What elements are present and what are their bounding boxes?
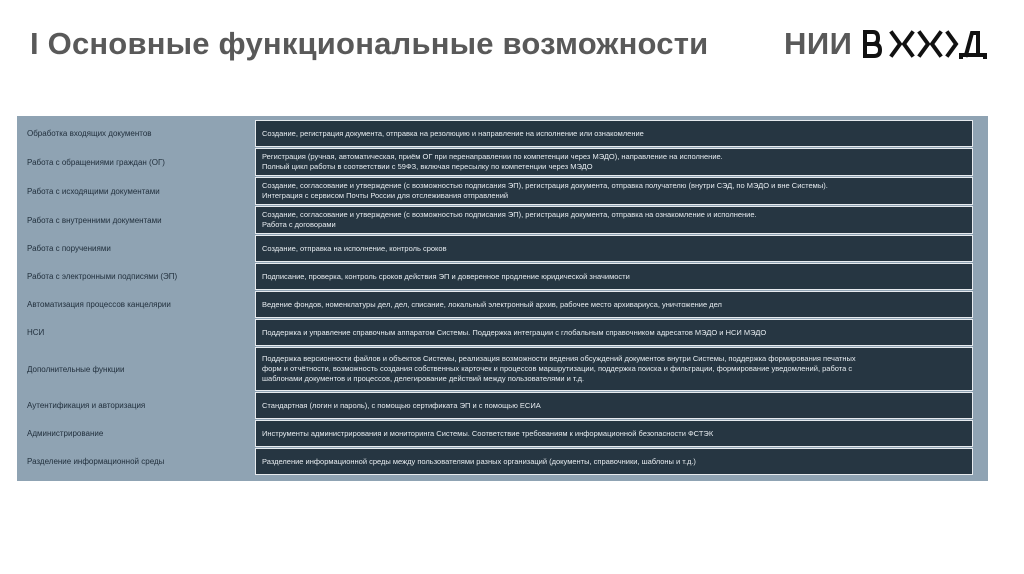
description-line: Интеграция с сервисом Почты России для отслеживания отправлений bbox=[262, 191, 509, 200]
table-row bbox=[17, 235, 988, 262]
feature-name: Разделение информационной среды bbox=[27, 457, 165, 466]
table-row bbox=[17, 392, 988, 419]
feature-description bbox=[255, 420, 973, 447]
features-table bbox=[17, 116, 988, 481]
feature-description bbox=[255, 263, 973, 290]
feature-description bbox=[255, 148, 973, 176]
table-row bbox=[17, 263, 988, 290]
table-row bbox=[17, 120, 988, 147]
table-row bbox=[17, 347, 988, 391]
feature-name: НСИ bbox=[27, 328, 45, 337]
feature-description bbox=[255, 392, 973, 419]
feature-name: Работа с исходящими документами bbox=[27, 186, 160, 196]
description-line: Подписание, проверка, контроль сроков действия ЭП и доверенное продление юридической значимости bbox=[262, 271, 630, 281]
feature-name: Автоматизация процессов канцелярии bbox=[27, 300, 171, 309]
table-row bbox=[17, 206, 988, 234]
description-line: Поддержка версионности файлов и объектов Системы, реализация возможности ведения обсуждений документов внутри Системы, поддержка формирования печатных bbox=[262, 354, 856, 363]
feature-name: Работа с электронными подписями (ЭП) bbox=[27, 272, 178, 281]
description-line: Создание, отправка на исполнение, контроль сроков bbox=[262, 243, 447, 253]
feature-name: Дополнительные функции bbox=[27, 364, 125, 374]
feature-name: Работа с внутренними документами bbox=[27, 215, 162, 225]
feature-description bbox=[255, 347, 973, 391]
description-line: Ведение фондов, номенклатуры дел, дел, списание, локальный электронный архив, рабочее место архивариуса, уничтожение дел bbox=[262, 299, 722, 309]
description-line: шаблонами документов и процессов, делегирование действий между пользователями и т.д. bbox=[262, 374, 585, 383]
voskhod-logo bbox=[862, 29, 988, 59]
description-line: Полный цикл работы в соответствии с 59ФЗ, включая пересылку по компетенции через МЭДО bbox=[262, 162, 593, 171]
description-line: Создание, согласование и утверждение (с возможностью подписания ЭП), регистрация документа, отправка получателю (внутри СЭД, по МЭДО и вне Системы). bbox=[262, 181, 828, 190]
feature-name: Обработка входящих документов bbox=[27, 129, 152, 138]
feature-name: Работа с поручениями bbox=[27, 244, 111, 253]
feature-description bbox=[255, 206, 973, 234]
description-line: Стандартная (логин и пароль), с помощью сертификата ЭП и с помощью ЕСИА bbox=[262, 400, 541, 410]
description-line: Создание, регистрация документа, отправка на резолюцию и направление на исполнение или ознакомление bbox=[262, 128, 644, 138]
description-line: Регистрация (ручная, автоматическая, приём ОГ при перенаправлении по компетенции через МЭДО), направление на исполнение. bbox=[262, 152, 723, 161]
feature-name: Аутентификация и авторизация bbox=[27, 401, 146, 410]
description-line: Работа с договорами bbox=[262, 220, 336, 229]
table-row bbox=[17, 177, 988, 205]
description-line: Поддержка и управление справочным аппаратом Системы. Поддержка интеграции с глобальным справочником адресатов МЭДО и НСИ МЭДО bbox=[262, 327, 767, 337]
feature-description bbox=[255, 235, 973, 262]
description-line: форм и отчётности, возможность создания собственных карточек и процессов маршрутизации, поддержка поиска и фильтрации, формирование уведомлений, работа с bbox=[262, 364, 853, 373]
description-line: Создание, согласование и утверждение (с возможностью подписания ЭП), регистрация документа, отправка на ознакомление и исполнение. bbox=[262, 210, 757, 219]
feature-name: Работа с обращениями граждан (ОГ) bbox=[27, 157, 165, 167]
feature-description bbox=[255, 177, 973, 205]
feature-description bbox=[255, 448, 973, 475]
description-line: Разделение информационной среды между пользователями разных организаций (документы, справочники, шаблоны и т.д.) bbox=[262, 456, 696, 466]
feature-description bbox=[255, 291, 973, 318]
table-row bbox=[17, 420, 988, 447]
table-row bbox=[17, 291, 988, 318]
table-row bbox=[17, 148, 988, 176]
feature-description bbox=[255, 319, 973, 346]
description-line: Инструменты администрирования и мониторинга Системы. Соответствие требованиям к информационной безопасности ФСТЭК bbox=[262, 428, 714, 438]
table-row bbox=[17, 319, 988, 346]
feature-description bbox=[255, 120, 973, 147]
table-row bbox=[17, 448, 988, 475]
brand bbox=[784, 26, 988, 62]
brand-org-name: НИИ bbox=[784, 26, 853, 61]
feature-name: Администрирование bbox=[27, 429, 104, 438]
page-title: I Основные функциональные возможности bbox=[30, 26, 709, 61]
